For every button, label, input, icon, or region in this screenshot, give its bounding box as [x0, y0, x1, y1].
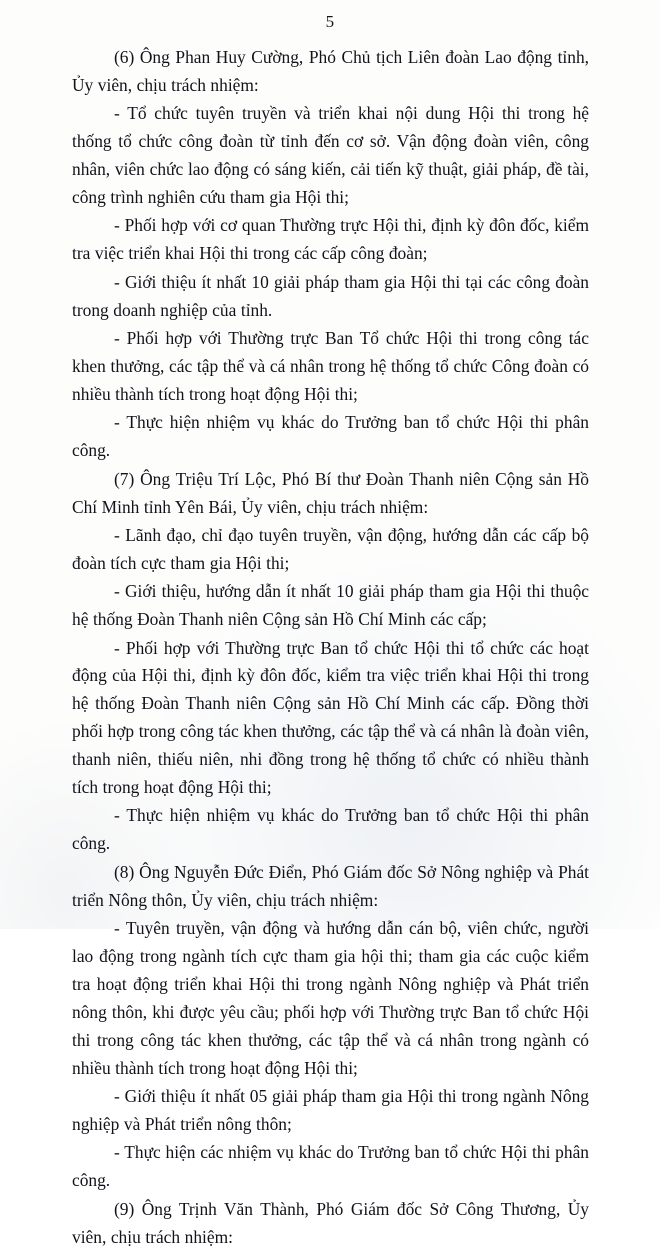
paragraph: - Phối hợp với cơ quan Thường trực Hội thi, định kỳ đôn đốc, kiểm tra việc triển khai Hội thi trong các cấp công đoàn;	[72, 215, 589, 264]
paragraph: - Phối hợp với Thường trực Ban tổ chức Hội thi tổ chức các hoạt động của Hội thi, định kỳ đôn đốc, kiểm tra việc triển khai Hội thi trong hệ thống Đoàn Thanh niên Cộng sản Hồ Chí Minh các cấp. Đồng thời phối hợp trong công tác khen thưởng, các tập thể và cá nhân là đoàn viên, thanh niên, thiếu niên, nhi đồng trong hệ thống tổ chức có nhiều thành tích trong hoạt động Hội thi;	[72, 637, 589, 798]
paragraph: - Giới thiệu ít nhất 10 giải pháp tham gia Hội thi tại các công đoàn trong doanh nghiệp của tỉnh.	[72, 271, 589, 320]
paragraph: (8) Ông Nguyễn Đức Điển, Phó Giám đốc Sở Nông nghiệp và Phát triển Nông thôn, Ủy viên, chịu trách nhiệm:	[72, 861, 589, 910]
paragraph: - Thực hiện nhiệm vụ khác do Trưởng ban tổ chức Hội thi phân công.	[72, 805, 589, 854]
paragraph: - Giới thiệu, hướng dẫn ít nhất 10 giải pháp tham gia Hội thi thuộc hệ thống Đoàn Thanh niên Cộng sản Hồ Chí Minh các cấp;	[72, 581, 589, 630]
paragraph: (9) Ông Trịnh Văn Thành, Phó Giám đốc Sở Công Thương, Ủy viên, chịu trách nhiệm:	[72, 1198, 589, 1247]
paragraph: - Thực hiện các nhiệm vụ khác do Trưởng ban tổ chức Hội thi phân công.	[72, 1142, 589, 1191]
paragraph: - Tổ chức tuyên truyền và triển khai nội dung Hội thi trong hệ thống tổ chức công đoàn từ tỉnh đến cơ sở. Vận động đoàn viên, công nhân, viên chức lao động có sáng kiến, cải tiến kỹ thuật, giải pháp, đề tài, công trình nghiên cứu tham gia Hội thi;	[72, 103, 589, 208]
paragraph: - Thực hiện nhiệm vụ khác do Trưởng ban tổ chức Hội thi phân công.	[72, 412, 589, 461]
paragraph: - Giới thiệu ít nhất 05 giải pháp tham gia Hội thi trong ngành Nông nghiệp và Phát triển nông thôn;	[72, 1086, 589, 1134]
document-body	[72, 44, 589, 1252]
page-number: 5	[325, 12, 335, 31]
paragraph: - Tuyên truyền, vận động và hướng dẫn cán bộ, viên chức, người lao động trong ngành tích cực tham gia hội thi; tham gia các cuộc kiểm tra hoạt động triển khai Hội thi trong ngành Nông nghiệp và Phát triển nông thôn, khi được yêu cầu; phối hợp với Thường trực Ban tổ chức Hội thi trong công tác khen thưởng, các tập thể và cá nhân trong ngành có nhiều thành tích trong hoạt động Hội thi;	[72, 918, 589, 1078]
paragraph: - Phối hợp với Thường trực Ban Tổ chức Hội thi trong công tác khen thưởng, các tập thể và cá nhân trong hệ thống tổ chức Công đoàn có nhiều thành tích trong hoạt động Hội thi;	[72, 328, 589, 404]
paragraph: - Lãnh đạo, chỉ đạo tuyên truyền, vận động, hướng dẫn các cấp bộ đoàn tích cực tham gia Hội thi;	[72, 524, 589, 573]
paragraph: (6) Ông Phan Huy Cường, Phó Chủ tịch Liên đoàn Lao động tỉnh, Ủy viên, chịu trách nhiệm:	[72, 47, 589, 95]
paragraph: (7) Ông Triệu Trí Lộc, Phó Bí thư Đoàn Thanh niên Cộng sản Hồ Chí Minh tỉnh Yên Bái, Ủy viên, chịu trách nhiệm:	[72, 468, 589, 517]
